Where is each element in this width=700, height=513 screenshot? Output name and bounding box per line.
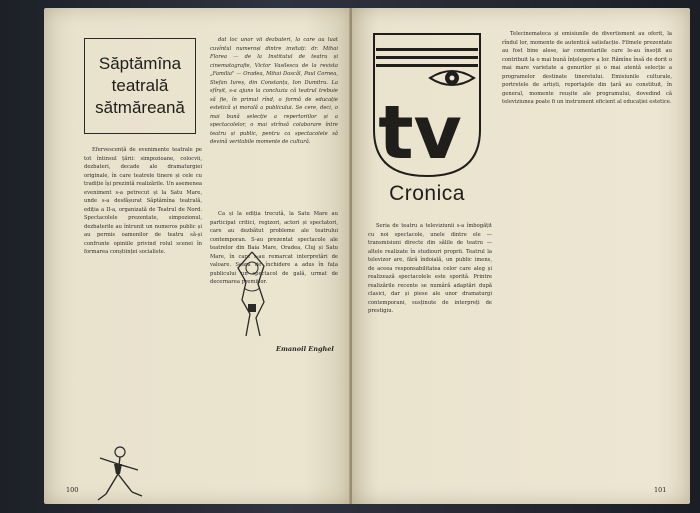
left-page-top-right-column [210, 36, 338, 204]
tv-logo [368, 30, 486, 180]
under-logo-column-text: Seria de teatru a televiziunii s-a îmbogățit cu noi spectacole, unele dintre ele — transmisiuni directe din sălile de teatru — altele realizate în studiouri proprii. Teatrul la televizor are, fără îndoială, un public imens, de aceea responsabilitatea celor care aleg și realizează spectacolele este sporită. Printre realizările recente se numără adaptări după clasici, dar și piese ale unor dramaturgi contemporani, susținute de interpreți de prestigiu. [368, 223, 492, 314]
right-column-text: Telecinemateca și emisiunile de divertisment au oferit, la rîndul lor, momente de autentică satisfacție. Filmele prezentate au fost bine alese, iar comentariile care le-au însoțit au contribuit la o mai bună înțelegere a lor. Rămîne însă de dorit o mai mare varietate a genurilor și o mai atentă selecție a programelor destinate tineretului. Emisiunile culturale, portretele de artiști, reportajele din țară au constituit, în general, momente reușite ale programului, dovedind că televiziunea poate fi un instrument eficient al educației estetice. [502, 31, 672, 105]
left-page-number: 100 [66, 486, 79, 494]
article-title-box [84, 38, 196, 134]
left-column-text: Efervescență de evenimente teatrale pe tot întinsul țării: simpozioane, colocvii, dezbateri, decade ale dramaturgiei originale, în care teatrele tinere și cele cu tradiție își prezintă realizările. Un asemenea eveniment s-a petrecut și la Satu Mare, unde s-a desfășurat Săptămîna teatrală, ediția a II-a, organizată de Teatrul de Nord. Spectacolele prezentate, simpozionul, dezbaterile au întrunit un numeros public și au permis oamenilor de teatru să-și confrunte opiniile privind rolul scenei în formarea conștiinței socialiste. [84, 147, 202, 255]
theatre-mask-illustration [232, 248, 272, 340]
right-page-number: 101 [654, 486, 667, 494]
tv-logo-letters: tv [378, 90, 462, 176]
left-page-middle-column [210, 210, 338, 340]
harlequin-illustration [84, 444, 164, 502]
middle-column-text: Ca și la ediția trecută, la Satu Mare au participat critici, regizori, actori și spectatori, care au dezbătut probleme ale teatrului contemporan. S-au prezentat spectacole ale teatrelor din Baia Mare, Oradea, Cluj și Satu Mare, în care s-au remarcat interpretări de valoare. Seara de închidere a adus în fața publicului un spectacol de gală, urmat de decernarea premiilor. [210, 211, 338, 285]
author-signature: Emanoil Enghel [276, 345, 334, 353]
top-right-column-text: dat loc unor vii dezbateri, la care au luat cuvîntul numeroși dintre invitați: dr. Mihai Florea — de la Institutul de teatru și cinematografie, Victor Vasilescu de la revista „Familia" — Oradea, Mihai Dascăl, Paul Cornea, Stefan Iureș, din Constanța, Ion Dumitru. La sfîrșit, s-a ajuns la concluzia că teatrul trebuie să fie, în primul rînd, o formă de educație estetică și morală a publicului. Se cere, deci, o mai bună selecție a repertoriilor și a spectacolelor, o mai strînsă colaborare între teatru și public, pentru ca spectacolele să devină veritabile momente de cultură. [210, 37, 338, 145]
left-page-left-column [84, 146, 202, 442]
right-page-left-column [368, 222, 492, 494]
right-page-right-column [502, 30, 672, 494]
tv-chronicle-heading: Cronica [389, 182, 465, 205]
article-title: Săptămîna teatrală sătmăreană [95, 54, 185, 117]
